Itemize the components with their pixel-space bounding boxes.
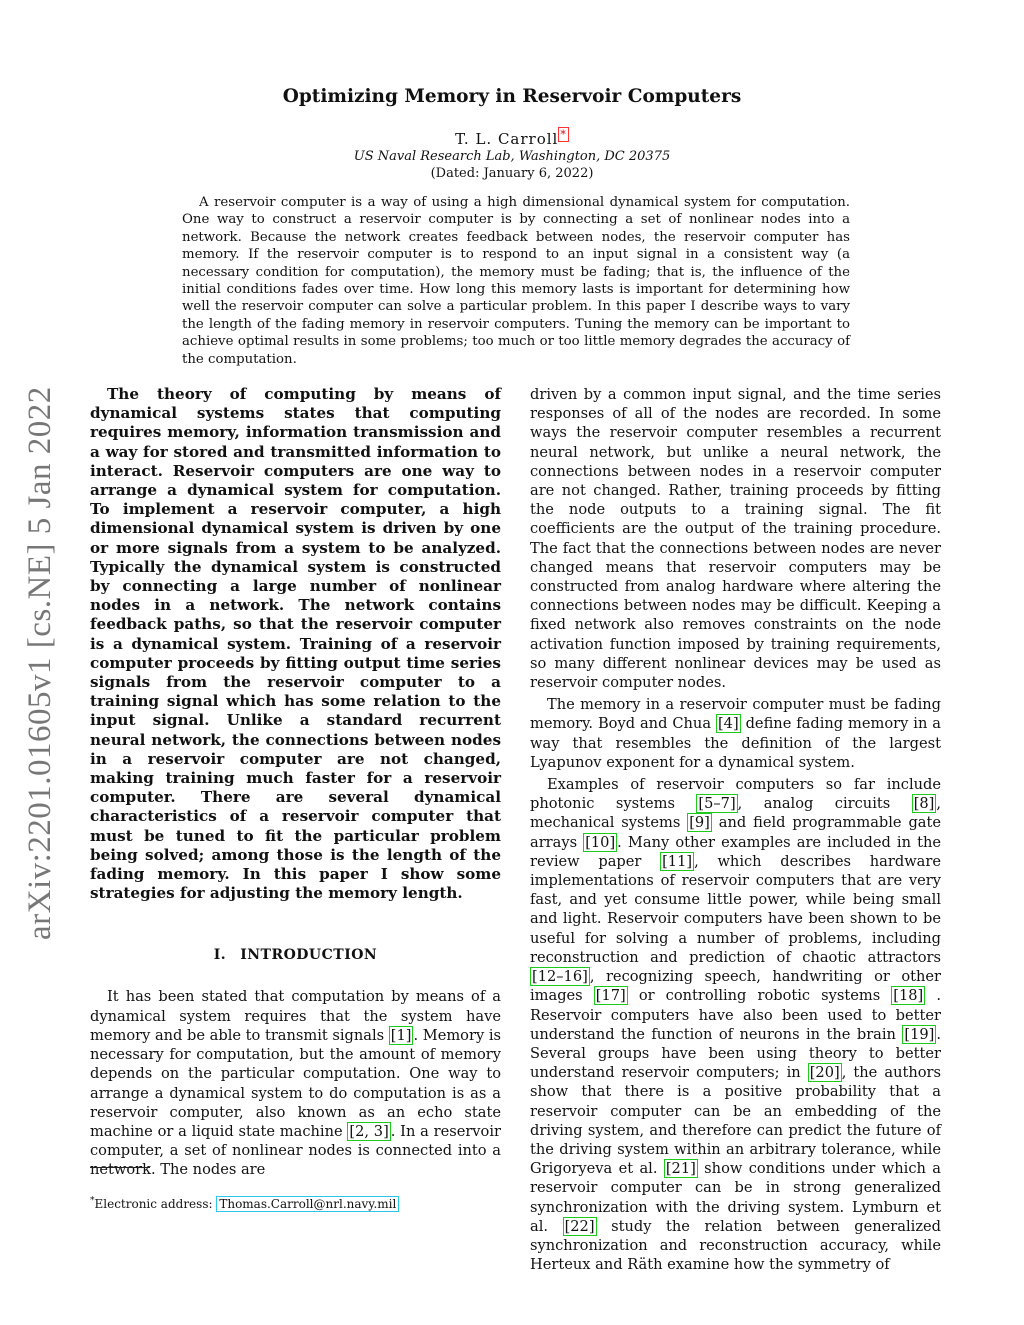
abstract: A reservoir computer is a way of using a high dimensional dynamical system for computation. One way to construct a reservoir computer is by connecting a set of nonlinear nodes into a network. Because the network creates feedback between nodes, the reservoir computer has memory. If the reservoir computer is to respond to an input signal in a consistent way (a necessary condition for computation), the memory must be fading; that is, the influence of the initial conditions fades over time. How long this memory lasts is important for determining how well the reservoir computer can solve a particular problem. In this paper I describe ways to vary the length of the fading memory in reservoir computers. Tuning the memory can be important to achieve optimal results in some problems; too much or too little memory degrades the accuracy of the computation. [182, 195, 850, 367]
date-line: (Dated: January 6, 2022) [430, 166, 594, 181]
author-name: T. L. Carroll [455, 130, 559, 148]
citation-link[interactable]: [4] [717, 715, 739, 733]
citation-link[interactable]: [17] [595, 987, 626, 1005]
intro-paragraph-1: It has been stated that computation by means of a dynamical system requires that the system have memory and be able to transmit signals [1] . Memory is necessary for computation, but the amount of memory depends on the particular computation. One way to arrange a dynamical system to do computation is as a reservoir computer, also known as an echo state machine or a liquid state machine [2, 3] . In a reservoir computer, a set of nonlinear nodes is connected into a network. The nodes are [90, 988, 501, 1179]
section-title: INTRODUCTION [240, 947, 378, 964]
citation-link[interactable]: [19] [904, 1025, 935, 1043]
citation-link[interactable]: [2, 3] [349, 1122, 389, 1140]
section-heading [90, 947, 501, 963]
paper-title: Optimizing Memory in Reservoir Computers [282, 86, 742, 107]
intro-paragraph-4: Examples of reservoir computers so far include photonic systems [5–7] , analog circuits [8] , mechanical systems [9] and field programmable gate arrays [10] . Many other examples are included in the review paper [11] , which describes hardware implementations of reservoir computers that are very fast, and yet consume little power, while being small and light. Reservoir computers have been shown to be useful for solving a number of problems, including reconstruction and prediction of chaotic attractors [12–16] , recognizing speech, handwriting or other images [17] or controlling robotic systems [18] . Reservoir computers have also been used to better understand the function of neurons in the brain [19] . Several groups have been using theory to better understand reservoir computers; in [20] , the authors show that there is a positive probability that a reservoir computer can be an embedding of the driving system, and therefore can predict the future of the driving system within an arbitrary tolerance, while Grigoryeva et al. [21] show conditions under which a reservoir computer can be in strong generalized synchronization with the driving system. Lymburn et al. [22] study the relation between generalized synchronization and reconstruction accuracy, while Herteux and Räth examine how the symmetry of [530, 776, 942, 1274]
citation-link[interactable]: [9] [689, 814, 710, 832]
section-number: I. [213, 947, 227, 964]
affiliation: US Naval Research Lab, Washington, DC 20375 [353, 149, 671, 164]
intro-paragraph-3: The memory in a reservoir computer must be fading memory. Boyd and Chua [4] define fading memory in a way that resembles the definition of the largest Lyapunov exponent for a dynamical system. [530, 696, 942, 771]
citation-link[interactable]: [10] [585, 833, 616, 851]
citation-link[interactable]: [5–7] [698, 795, 736, 813]
intro-paragraph-2: driven by a common input signal, and the time series responses of all of the nodes are recorded. In some ways the reservoir computer resembles a recurrent neural network, but unlike a neural network, the connections between nodes in a reservoir computer are not changed. Rather, training proceeds by fitting the node outputs to a training signal. The fit coefficients are the output of the training procedure. The fact that the connections between nodes are never changed means that reservoir computers may be constructed from analog hardware where altering the connections between nodes may be difficult. Keeping a fixed network also removes constraints on the node activation function imposed by training requirements, so many different nonlinear devices may be used as reservoir computer nodes. [530, 386, 941, 692]
citation-link[interactable]: [22] [564, 1217, 595, 1235]
citation-link[interactable]: [20] [809, 1064, 840, 1082]
author-line [0, 128, 1024, 148]
citation-link[interactable]: [18] [893, 987, 924, 1005]
citation-link[interactable]: [12–16] [532, 968, 588, 986]
citation-link[interactable]: [21] [665, 1160, 696, 1178]
right-column [530, 385, 941, 1274]
footnote-divider [90, 1167, 150, 1168]
citation-link[interactable]: [8] [913, 795, 935, 813]
bold-summary: The theory of computing by means of dynamical systems states that computing requires memory, information transmission and a way for stored and transmitted information to interact. Reservoir computers are one way to arrange a dynamical system for computation. To implement a reservoir computer, a high dimensional dynamical system is driven by one or more signals from a system to be analyzed. Typically the dynamical system is constructed by connecting a large number of nonlinear nodes in a network. The network contains feedback paths, so that the reservoir computer is a dynamical system. Training of a reservoir computer proceeds by fitting output time series signals from the reservoir computer to a training signal which has some relation to the input signal. Unlike a standard recurrent neural network, the connections between nodes in a reservoir computer are not changed, making training much faster for a reservoir computer. There are several dynamical characteristics of a reservoir computer that must be tuned to fit the particular problem being solved; among those is the length of the fading memory. In this paper I show some strategies for adjusting the memory length. [90, 385, 501, 903]
footnote: *Electronic address: Thomas.Carroll@nrl.navy.mil [90, 1196, 399, 1211]
arxiv-identifier[interactable]: arXiv:2201.01605v1 [cs.NE] 5 Jan 2022 [22, 386, 58, 940]
left-column [90, 385, 501, 1180]
citation-link[interactable]: [11] [662, 852, 693, 870]
author-footnote-link[interactable]: * [560, 128, 567, 141]
email-link[interactable]: Thomas.Carroll@nrl.navy.mil [216, 1196, 399, 1212]
citation-link[interactable]: [1] [390, 1026, 412, 1044]
